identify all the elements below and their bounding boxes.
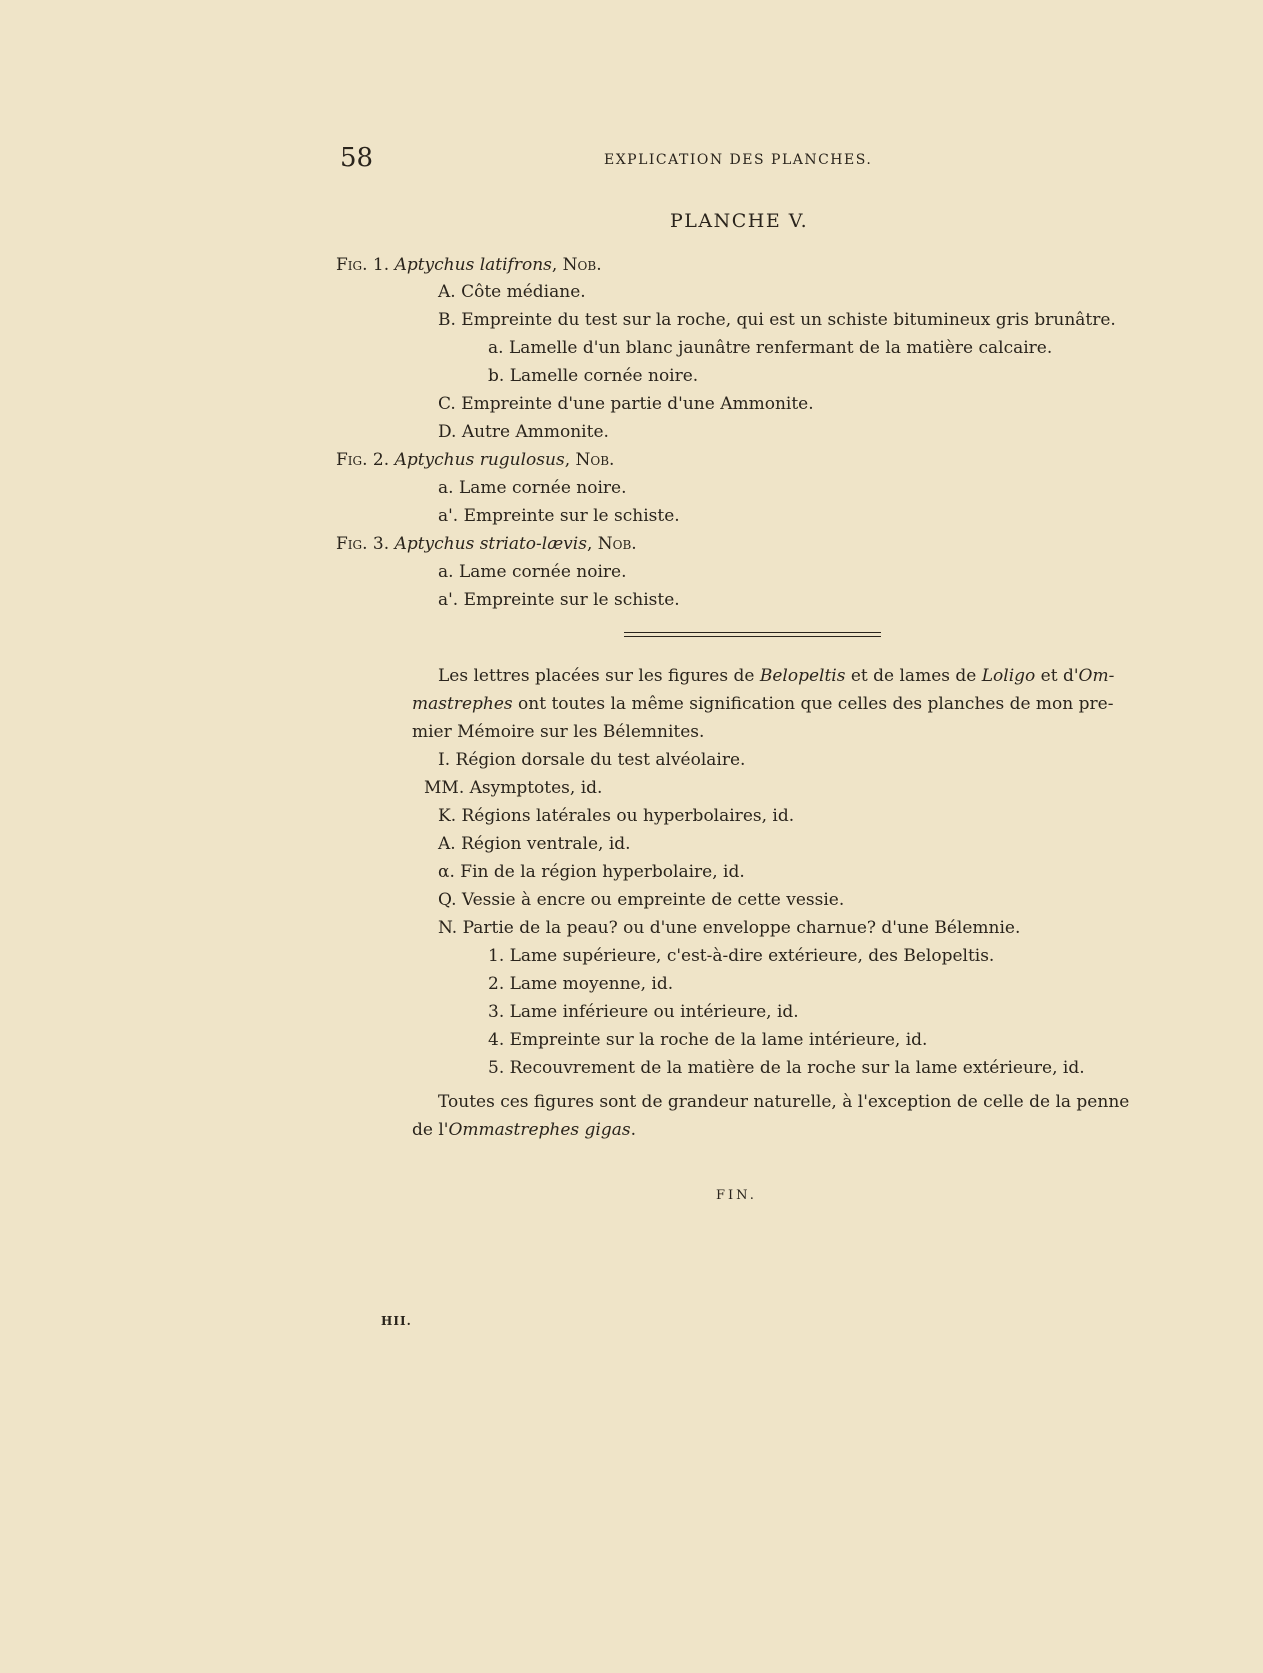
fig1-item: a. Lamelle d'un blanc jaunâtre renfermant de la matière calcaire. [488,338,1053,358]
fig1-author: , Nob. [551,255,602,275]
paragraph-line [438,665,1114,687]
signature-mark: HII. [381,1314,412,1328]
separator-rule [624,632,881,633]
legend-item: K. Régions latérales ou hyperbolaires, id. [438,806,795,826]
fig2-label: Fig. 2. [336,450,390,470]
fin-label: FIN. [716,1188,757,1203]
fig1-item: B. Empreinte du test sur la roche, qui est un schiste bitumineux gris brunâtre. [438,310,1116,330]
closing-line [412,1119,636,1141]
legend-item: 1. Lame supérieure, c'est-à-dire extérieure, des Belopeltis. [488,946,995,966]
genus-belopeltis: Belopeltis [759,666,846,686]
fig3-author: , Nob. [586,534,637,554]
fig2-species: Aptychus rugulosus [394,450,565,470]
page-number: 58 [340,143,374,173]
para-text: ont toutes la même signification que celles des planches de mon pre- [512,694,1114,714]
species-ommastrephes-gigas: Ommastrephes gigas [448,1120,631,1140]
legend-item: I. Région dorsale du test alvéolaire. [438,750,746,770]
fig3-heading [336,533,637,555]
paragraph-line: mier Mémoire sur les Bélemnites. [412,722,705,742]
legend-item: α. Fin de la région hyperbolaire, id. [438,862,745,882]
legend-item: MM. Asymptotes, id. [424,778,603,798]
fig1-item: A. Côte médiane. [438,282,586,302]
para-text: et d' [1035,666,1079,686]
fig2-author: , Nob. [564,450,615,470]
fig3-item: a. Lame cornée noire. [438,562,627,582]
fig1-item: C. Empreinte d'une partie d'une Ammonite. [438,394,814,414]
fig3-item: a'. Empreinte sur le schiste. [438,590,680,610]
fig2-heading [336,449,614,471]
fig3-label: Fig. 3. [336,534,390,554]
fig1-species: Aptychus latifrons [394,255,552,275]
legend-item: 3. Lame inférieure ou intérieure, id. [488,1002,799,1022]
paragraph-line [412,693,1113,715]
fig1-item: D. Autre Ammonite. [438,422,609,442]
legend-item: 4. Empreinte sur la roche de la lame intérieure, id. [488,1030,928,1050]
running-title: EXPLICATION DES PLANCHES. [604,152,873,168]
legend-item: 5. Recouvrement de la matière de la roche sur la lame extérieure, id. [488,1058,1085,1078]
fig3-species: Aptychus striato-lævis [394,534,587,554]
legend-item: 2. Lame moyenne, id. [488,974,674,994]
legend-item: Q. Vessie à encre ou empreinte de cette vessie. [438,890,845,910]
genus-ommastrephes: mastrephes [412,694,513,714]
closing-text: . [630,1120,637,1140]
fig2-item: a'. Empreinte sur le schiste. [438,506,680,526]
genus-ommastrephes: Om- [1078,666,1115,686]
para-text: Les lettres placées sur les figures de [438,666,760,686]
plate-title: PLANCHE V. [670,210,809,232]
closing-text: de l' [412,1120,449,1140]
closing-line: Toutes ces figures sont de grandeur naturelle, à l'exception de celle de la penne [438,1092,1130,1112]
legend-item: N. Partie de la peau? ou d'une enveloppe charnue? d'une Bélemnie. [438,918,1021,938]
fig1-heading [336,254,602,276]
genus-loligo: Loligo [981,666,1036,686]
fig2-item: a. Lame cornée noire. [438,478,627,498]
fig1-label: Fig. 1. [336,255,390,275]
legend-item: A. Région ventrale, id. [438,834,631,854]
separator-rule [624,636,881,637]
para-text: et de lames de [845,666,982,686]
fig1-item: b. Lamelle cornée noire. [488,366,699,386]
